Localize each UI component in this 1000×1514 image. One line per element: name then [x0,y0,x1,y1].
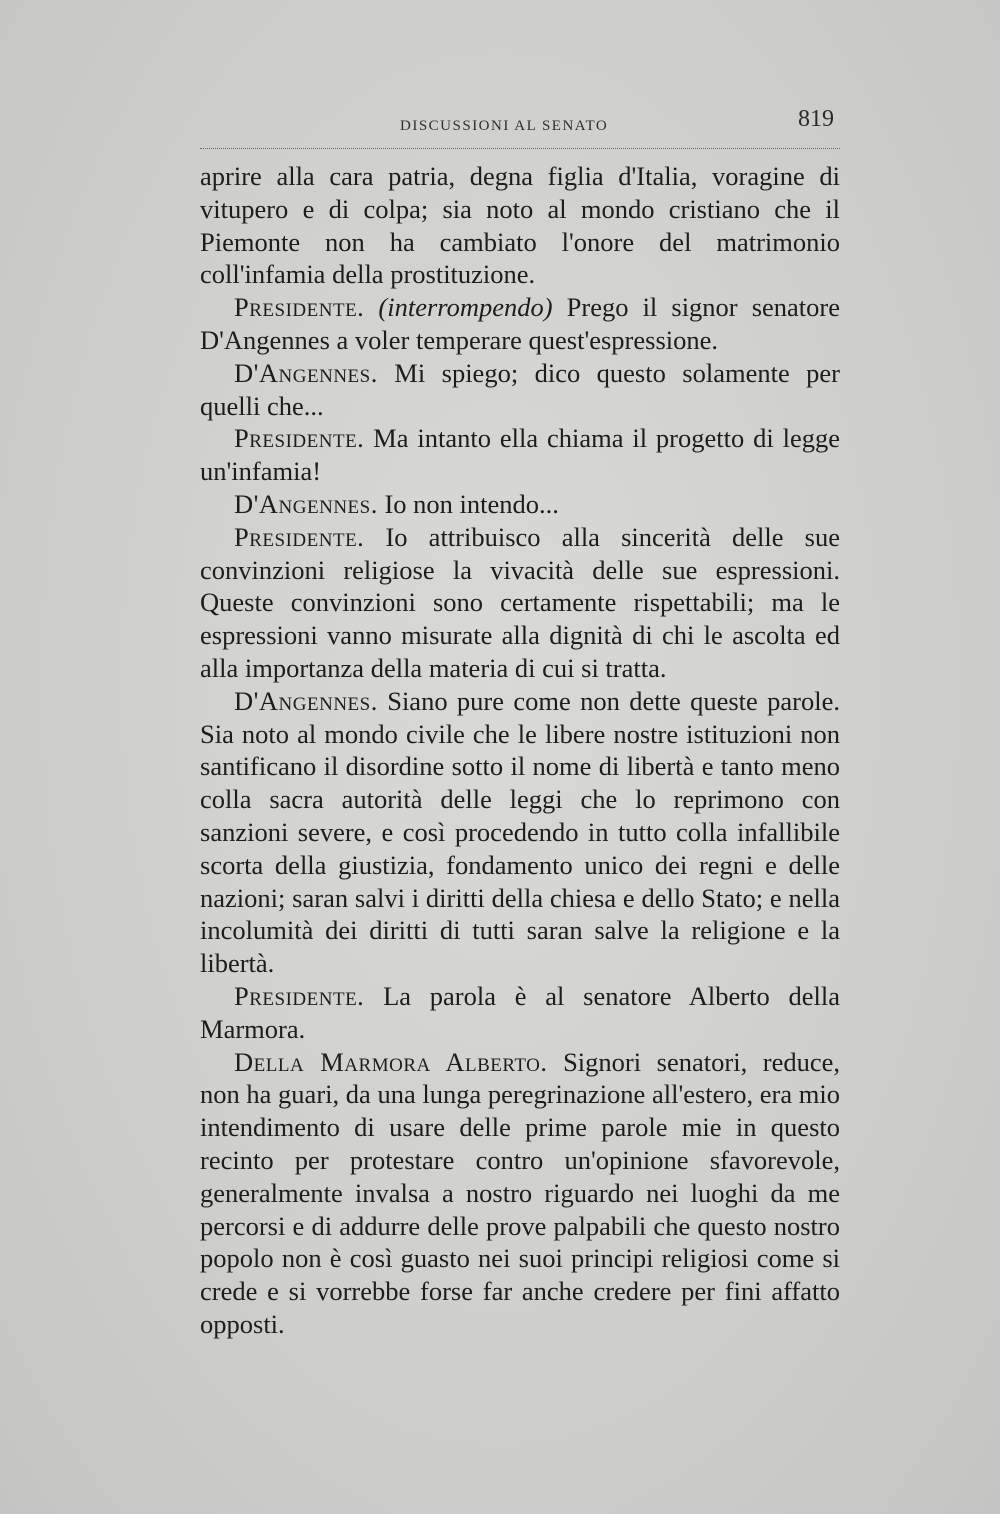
speech-text: Prego il signor senatore D'Angennes a voler temperare quest'espressione. [200,292,841,355]
speech-text: Ma intanto ella chiama il progetto di legge un'infamia! [200,423,840,487]
speech-paragraph [200,685,840,980]
speaker-name: D'Angennes. [234,357,378,388]
speech-paragraph [200,521,840,685]
speech-paragraph [200,488,840,521]
speaker-name: Presidente. [234,521,365,552]
speech-text: Io non intendo... [377,488,559,519]
speech-text: Siano pure come non dette queste parole. Sia noto al mondo civile che le libere nostre istituzioni non santificano il disordine sotto il nome di libertà e tanto meno colla sacra autorità delle leggi che lo reprimono con sanzioni severe, e così procedendo in tutto colla infallibile scorta della giustizia, fondamento unico dei regni e delle nazioni; saran salvi i diritti della chiesa e dello Stato; e nella incolumità dei diritti di tutti saran salve la religione e la libertà. [200,685,840,979]
speech-paragraph [200,291,840,357]
stage-direction: (interrompendo) [378,292,553,323]
running-title: DISCUSSIONI AL SENATO [400,118,609,134]
speech-paragraph [200,1046,840,1341]
speaker-name: D'Angennes. [234,488,378,519]
speaker-name: Presidente. [234,980,365,1011]
speech-text: La parola è al senatore Alberto della Marmora. [200,980,840,1044]
continuation-paragraph [200,160,840,291]
running-head [200,106,840,149]
speech-paragraph [200,357,840,423]
page-number: 819 [798,106,834,132]
speaker-name: Presidente. [234,423,365,454]
speech-paragraph [200,422,840,488]
speech-text: Mi spiego; dico questo solamente per quelli che... [200,357,840,421]
speaker-name: Presidente. [234,292,365,323]
paragraph-text: aprire alla cara patria, degna figlia d'Italia, voragine di vitupero e di colpa; sia noto al mondo cristiano che il Piemonte non ha cambiato l'onore del matrimonio coll'infamia della prostituzione. [200,161,840,290]
speech-paragraph [200,980,840,1046]
speech-text: Io attribuisco alla sincerità delle sue convinzioni religiose la vivacità delle sue espressioni. Queste convinzioni sono certamente rispettabili; ma le espressioni vanno misurate alla dignità di chi le ascolta ed alla importanza della materia di cui si tratta. [200,521,840,683]
speaker-name: D'Angennes. [234,685,378,716]
speaker-name: Della Marmora Alberto. [234,1046,548,1077]
text-block [200,160,840,1341]
speech-text: Signori senatori, reduce, non ha guari, da una lunga peregrinazione all'estero, era mio intendimento di usare delle prime parole mie in questo recinto per protestare contro un'opinione sfavorevole, generalmente invalsa a nostro riguardo nei luoghi da me percorsi e di addurre delle prove palpabili che questo nostro popolo non è così guasto nei suoi principi religiosi come si crede e si vorrebbe forse far anche credere per fini affatto opposti. [200,1046,841,1339]
